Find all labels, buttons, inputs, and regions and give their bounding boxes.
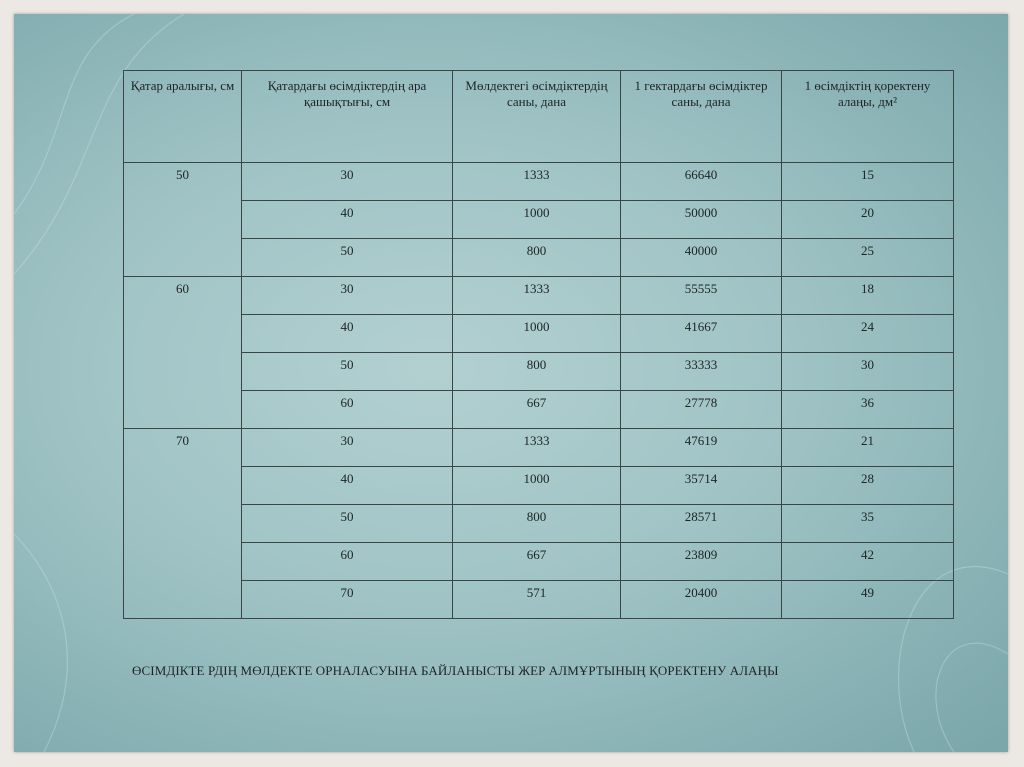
table-cell: 20: [782, 201, 954, 239]
table-cell: 50: [242, 505, 453, 543]
table-cell: 70: [242, 581, 453, 619]
table-row: [124, 277, 954, 315]
table-caption: ӨСІМДІКТЕ РДІҢ МӨЛДЕКТЕ ОРНАЛАСУЫНА БАЙЛАНЫСТЫ ЖЕР АЛМҰРТЫНЫҢ ҚОРЕКТЕНУ АЛАҢЫ: [132, 663, 779, 678]
table-cell: 23809: [621, 543, 782, 581]
table-cell: 60: [242, 391, 453, 429]
table-cell: 50: [242, 353, 453, 391]
table-cell: 571: [453, 581, 621, 619]
table-row: [124, 505, 954, 543]
table-cell: 28: [782, 467, 954, 505]
table-cell: 47619: [621, 429, 782, 467]
table-cell: 27778: [621, 391, 782, 429]
row-spacing-cell: 50: [124, 163, 242, 277]
table-row: [124, 429, 954, 467]
slide: [14, 14, 1008, 752]
table-cell: 49: [782, 581, 954, 619]
table-cell: 30: [782, 353, 954, 391]
table-row: [124, 353, 954, 391]
table-cell: 41667: [621, 315, 782, 353]
table-cell: 40: [242, 315, 453, 353]
table-cell: 66640: [621, 163, 782, 201]
table-cell: 800: [453, 239, 621, 277]
table-cell: 21: [782, 429, 954, 467]
table-row: [124, 467, 954, 505]
table-cell: 800: [453, 505, 621, 543]
table-cell: 40: [242, 467, 453, 505]
table-row: [124, 239, 954, 277]
table-cell: 35: [782, 505, 954, 543]
table-cell: 60: [242, 543, 453, 581]
table-cell: 36: [782, 391, 954, 429]
table-cell: 1000: [453, 467, 621, 505]
table-cell: 1333: [453, 277, 621, 315]
table-cell: 20400: [621, 581, 782, 619]
table-cell: 35714: [621, 467, 782, 505]
table-cell: 30: [242, 429, 453, 467]
header-feeding-area: 1 өсімдіктің қоректену алаңы, дм²: [782, 71, 954, 163]
table-cell: 42: [782, 543, 954, 581]
table-cell: 33333: [621, 353, 782, 391]
table-row: [124, 391, 954, 429]
table-cell: 18: [782, 277, 954, 315]
table-cell: 1333: [453, 429, 621, 467]
header-plants-per-hectare: 1 гектардағы өсімдіктер саны, дана: [621, 71, 782, 163]
table-row: [124, 581, 954, 619]
table-row: [124, 543, 954, 581]
table-cell: 1000: [453, 201, 621, 239]
table-cell: 55555: [621, 277, 782, 315]
table-cell: 1000: [453, 315, 621, 353]
header-row-spacing: Қатар аралығы, см: [124, 71, 242, 163]
row-spacing-cell: 70: [124, 429, 242, 619]
table-cell: 40: [242, 201, 453, 239]
table-row: [124, 315, 954, 353]
table-row: [124, 201, 954, 239]
row-spacing-cell: 60: [124, 277, 242, 429]
header-plants-per-hole: Мөлдектегі өсімдіктердің саны, дана: [453, 71, 621, 163]
table-cell: 667: [453, 543, 621, 581]
table-cell: 25: [782, 239, 954, 277]
table-cell: 50000: [621, 201, 782, 239]
header-row: [124, 71, 954, 163]
table-cell: 30: [242, 277, 453, 315]
header-plant-distance: Қатардағы өсімдіктердің ара қашықтығы, см: [242, 71, 453, 163]
table-cell: 1333: [453, 163, 621, 201]
table-cell: 30: [242, 163, 453, 201]
table-cell: 50: [242, 239, 453, 277]
table-cell: 28571: [621, 505, 782, 543]
data-table: [123, 70, 954, 619]
table-cell: 24: [782, 315, 954, 353]
table-row: [124, 163, 954, 201]
table-cell: 667: [453, 391, 621, 429]
table-cell: 40000: [621, 239, 782, 277]
table-cell: 15: [782, 163, 954, 201]
table-cell: 800: [453, 353, 621, 391]
